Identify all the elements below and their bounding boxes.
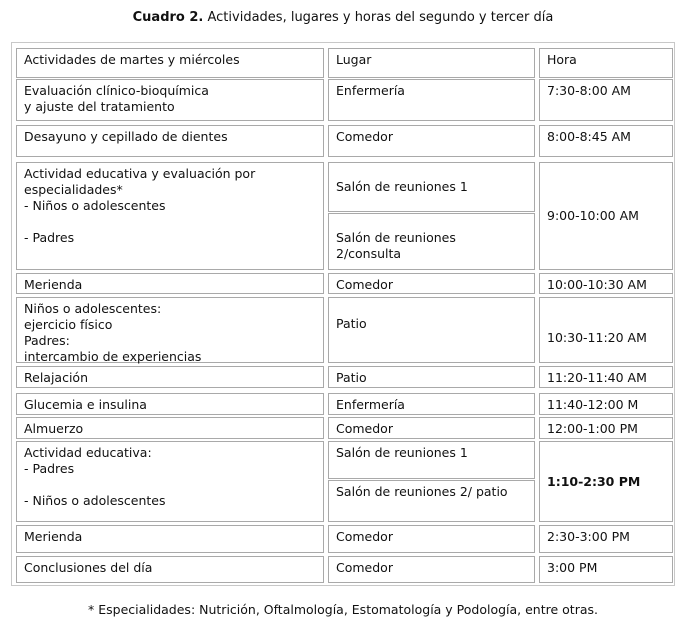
row-actividad: Niños o adolescentes: ejercicio físico Padres: intercambio de experiencias (16, 297, 324, 363)
row-lugar: Comedor (328, 556, 535, 583)
row-hora: 7:30-8:00 AM (539, 79, 673, 121)
table-caption (0, 10, 686, 25)
row-lugar: Comedor (328, 417, 535, 439)
row-lugar-2: Salón de reuniones 2/ patio (328, 480, 535, 522)
row-lugar: Comedor (328, 125, 535, 157)
row-lugar-1: Salón de reuniones 1 (328, 441, 535, 479)
row-actividad: Desayuno y cepillado de dientes (16, 125, 324, 157)
row-lugar-2: Salón de reuniones 2/consulta (328, 213, 535, 270)
row-lugar: Comedor (328, 273, 535, 294)
row-lugar-1-text: Salón de reuniones 1 (336, 179, 468, 194)
row-hora (539, 441, 673, 522)
row-actividad: Merienda (16, 525, 324, 553)
row-hora: 8:00-8:45 AM (539, 125, 673, 157)
row-lugar-1 (328, 162, 535, 212)
row-lugar: Enfermería (328, 79, 535, 121)
row-actividad: Glucemia e insulina (16, 393, 324, 415)
row-actividad: Almuerzo (16, 417, 324, 439)
row-actividad: Merienda (16, 273, 324, 294)
header-lugar: Lugar (328, 48, 535, 78)
row-hora: 11:40-12:00 M (539, 393, 673, 415)
row-lugar: Enfermería (328, 393, 535, 415)
header-actividades: Actividades de martes y miércoles (16, 48, 324, 78)
header-hora: Hora (539, 48, 673, 78)
row-hora: 2:30-3:00 PM (539, 525, 673, 553)
row-actividad: Evaluación clínico-bioquímica y ajuste del tratamiento (16, 79, 324, 121)
row-actividad: Actividad educativa y evaluación por especialidades* - Niños o adolescentes - Padres (16, 162, 324, 270)
row-hora: 12:00-1:00 PM (539, 417, 673, 439)
row-hora-text: 10:30-11:20 AM (547, 330, 647, 345)
row-lugar: Comedor (328, 525, 535, 553)
row-hora: 11:20-11:40 AM (539, 366, 673, 388)
footnote: * Especialidades: Nutrición, Oftalmología, Estomatología y Podología, entre otras. (88, 602, 598, 617)
row-actividad: Relajación (16, 366, 324, 388)
row-lugar: Patio (328, 297, 535, 363)
row-hora: 10:00-10:30 AM (539, 273, 673, 294)
row-hora: 3:00 PM (539, 556, 673, 583)
caption-label: Cuadro 2. (132, 10, 204, 25)
row-actividad: Actividad educativa: - Padres - Niños o adolescentes (16, 441, 324, 522)
row-hora-text: 1:10-2:30 PM (547, 473, 641, 489)
row-actividad: Conclusiones del día (16, 556, 324, 583)
row-hora (539, 297, 673, 363)
row-hora-text: 9:00-10:00 AM (547, 208, 639, 223)
row-hora (539, 162, 673, 270)
row-lugar: Patio (328, 366, 535, 388)
caption-text: Actividades, lugares y horas del segundo y tercer día (207, 10, 554, 25)
